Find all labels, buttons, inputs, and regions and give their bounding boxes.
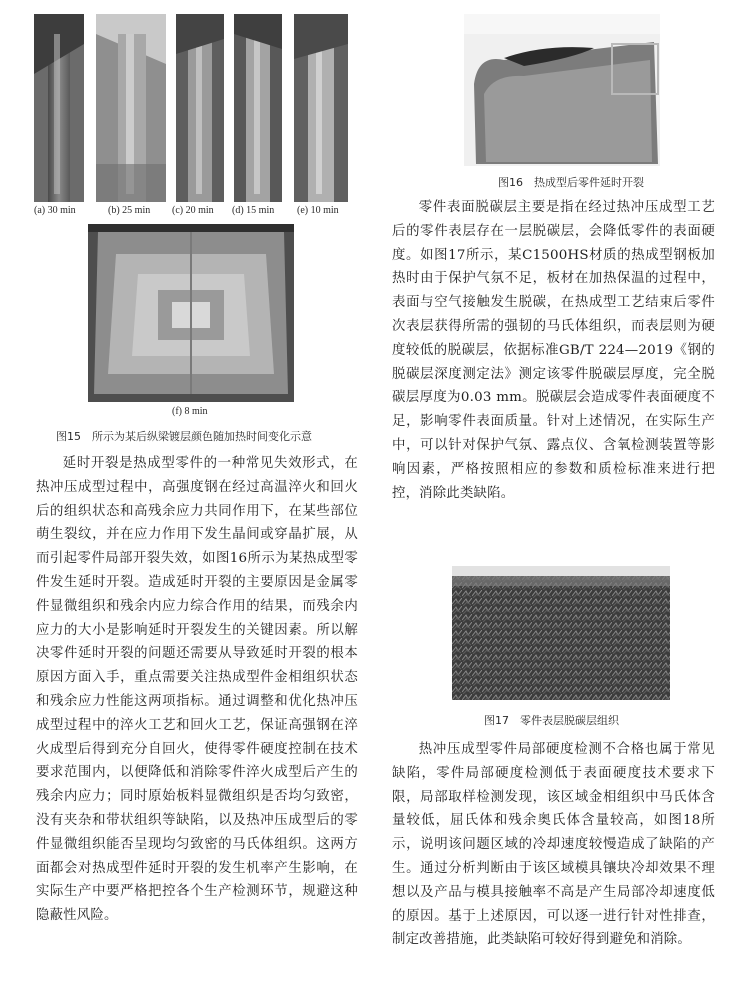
fig17-caption: 图17 零件表层脱碳层组织: [484, 714, 619, 727]
fig15e-photo: [294, 14, 348, 202]
fig15b-photo: [96, 14, 166, 202]
fig15c-label: (c) 20 min: [172, 205, 214, 216]
fig15e-label: (e) 10 min: [297, 205, 339, 216]
fig15b-label: (b) 25 min: [108, 205, 151, 216]
fig15d-label: (d) 15 min: [232, 205, 275, 216]
fig16-photo: [464, 14, 660, 166]
fig15a-photo: [34, 14, 84, 202]
fig15f-photo: [88, 224, 294, 402]
fig16-caption: 图16 热成型后零件延时开裂: [498, 176, 644, 189]
fig15a-label: (a) 30 min: [34, 205, 76, 216]
right-paragraph-1: 零件表面脱碳层主要是指在经过热冲压成型工艺后的零件表层存在一层脱碳层，会降低零件的表面硬度。如图17所示，某C1500HS材质的热成型钢板加热时由于保护气氛不足，板材在加热保温的过程中，表面与空气接触发生脱碳，在热成型工艺结束后零件次表层获得所需的强韧的马氏体组织，而表层则为硬度较低的脱碳层，依据标准GB/T 224—2019《钢的脱碳层深度测定法》测定该零件脱碳层厚度，完全脱碳层厚度为0.03 mm。脱碳层会造成零件表面硬度不足，影响零件表面质量。针对上述情况，在实际生产中，可以针对保护气氛、露点仪、含氧检测装置等影响因素，严格按照相应的参数和质检标准来进行把控，消除此类缺陷。: [392, 200, 715, 501]
fig17-photo: [452, 566, 670, 700]
fig15f-label: (f) 8 min: [172, 406, 208, 417]
fig15-caption: 图15 所示为某后纵梁镀层颜色随加热时间变化示意: [56, 430, 312, 443]
right-paragraph-2: 热冲压成型零件局部硬度检测不合格也属于常见缺陷，零件局部硬度检测低于表面硬度技术要求下限，局部取样检测发现，该区域金相组织中马氏体含量较低，屈氏体和残余奥氏体含量较高，如图18所示，说明该问题区域的冷却速度较慢造成了缺陷的产生。通过分析判断由于该区域模具镶块冷却效果不理想以及产品与模具接触率不高是产生局部冷却速度低的原因。基于上述原因，可以逐一进行针对性排查，制定改善措施，此类缺陷可较好得到避免和消除。: [392, 742, 715, 948]
fig15d-photo: [234, 14, 282, 202]
left-paragraph-1: 延时开裂是热成型零件的一种常见失效形式，在热冲压成型过程中，高强度钢在经过高温淬火和回火后的组织状态和高残余应力共同作用下，在某些部位萌生裂纹，并在应力作用下发生晶间或穿晶扩展，从而引起零件局部开裂失效，如图16所示为某热成型零件发生延时开裂。造成延时开裂的主要原因是金属零件显微组织和残余内应力综合作用的结果，而残余内应力的大小是影响延时开裂发生的关键因素。所以解决零件延时开裂的问题还需要从导致延时开裂的根本原因方面入手，重点需要关注热成型件金相组织状态和残余应力性能这两项指标。通过调整和优化热冲压成型过程中的淬火工艺和回火工艺，保证高强钢在淬火成型后得到充分自回火，使得零件硬度控制在技术要求范围内，以便降低和消除零件淬火成型后产生的残余内应力；同时原始板料显微组织是否均匀致密，没有夹杂和带状组织等缺陷，以及热冲压成型后的零件显微组织能否呈现均匀致密的马氏体组织。这两方面都会对热成型件延时开裂的发生机率产生影响，在实际生产中要严格把控各个生产检测环节，规避这种隐蔽性风险。: [36, 456, 358, 924]
fig15c-photo: [176, 14, 224, 202]
